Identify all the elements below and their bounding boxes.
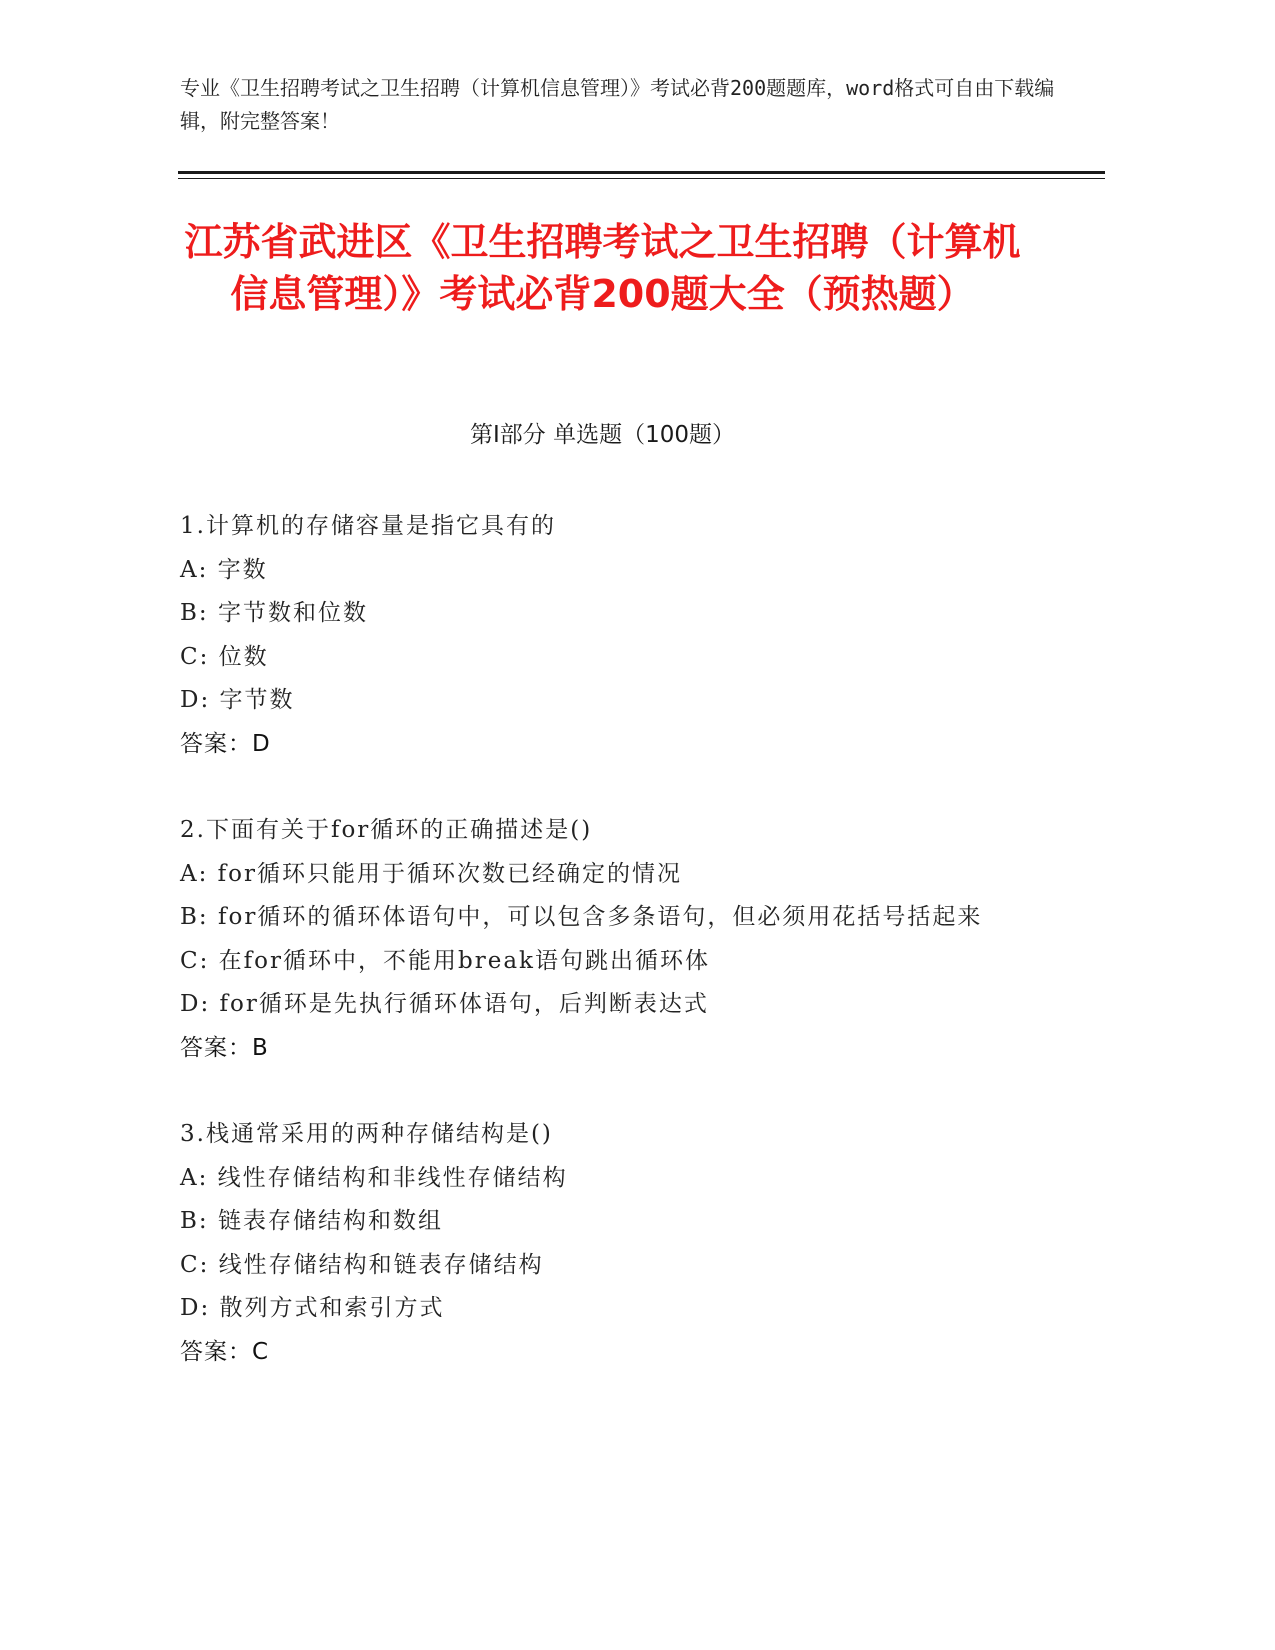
- option-d: D: 字节数: [180, 687, 295, 713]
- answer: 答案：D: [180, 730, 271, 757]
- question-stem: 3.栈通常采用的两种存储结构是(): [180, 1121, 553, 1147]
- header-divider-thick: [178, 171, 1105, 174]
- question-2: [180, 809, 1025, 1070]
- option-a: A: 字数: [180, 556, 268, 583]
- answer: 答案：B: [180, 1034, 269, 1061]
- option-b: B: for循环的循环体语句中，可以包含多条语句，但必须用花括号括起来: [180, 904, 983, 930]
- question-list: [180, 505, 1025, 1417]
- question-3: [180, 1113, 1025, 1374]
- header-divider-thin: [178, 178, 1105, 179]
- header-note: 专业《卫生招聘考试之卫生招聘（计算机信息管理）》考试必背200题题库，word格式可自由下载编辑，附完整答案！: [180, 76, 1055, 133]
- option-c: C: 在for循环中，不能用break语句跳出循环体: [180, 947, 710, 974]
- option-b: B: 链表存储结构和数组: [180, 1208, 443, 1234]
- question-1: [180, 505, 1025, 766]
- option-a: A: for循环只能用于循环次数已经确定的情况: [180, 860, 683, 887]
- option-d: D: 散列方式和索引方式: [180, 1295, 445, 1321]
- option-b: B: 字节数和位数: [180, 600, 368, 626]
- question-stem: 1.计算机的存储容量是指它具有的: [180, 513, 556, 539]
- section-title: 第I部分 单选题（100题）: [470, 422, 735, 448]
- question-stem: 2.下面有关于for循环的正确描述是(): [180, 817, 593, 843]
- option-a: A: 线性存储结构和非线性存储结构: [180, 1164, 568, 1191]
- option-d: D: for循环是先执行循环体语句，后判断表达式: [180, 991, 709, 1017]
- option-c: C: 位数: [180, 643, 269, 670]
- option-c: C: 线性存储结构和链表存储结构: [180, 1251, 544, 1278]
- answer: 答案：C: [180, 1338, 270, 1365]
- document-title: 江苏省武进区《卫生招聘考试之卫生招聘（计算机信息管理）》考试必背200题大全（预热题）: [184, 220, 1021, 316]
